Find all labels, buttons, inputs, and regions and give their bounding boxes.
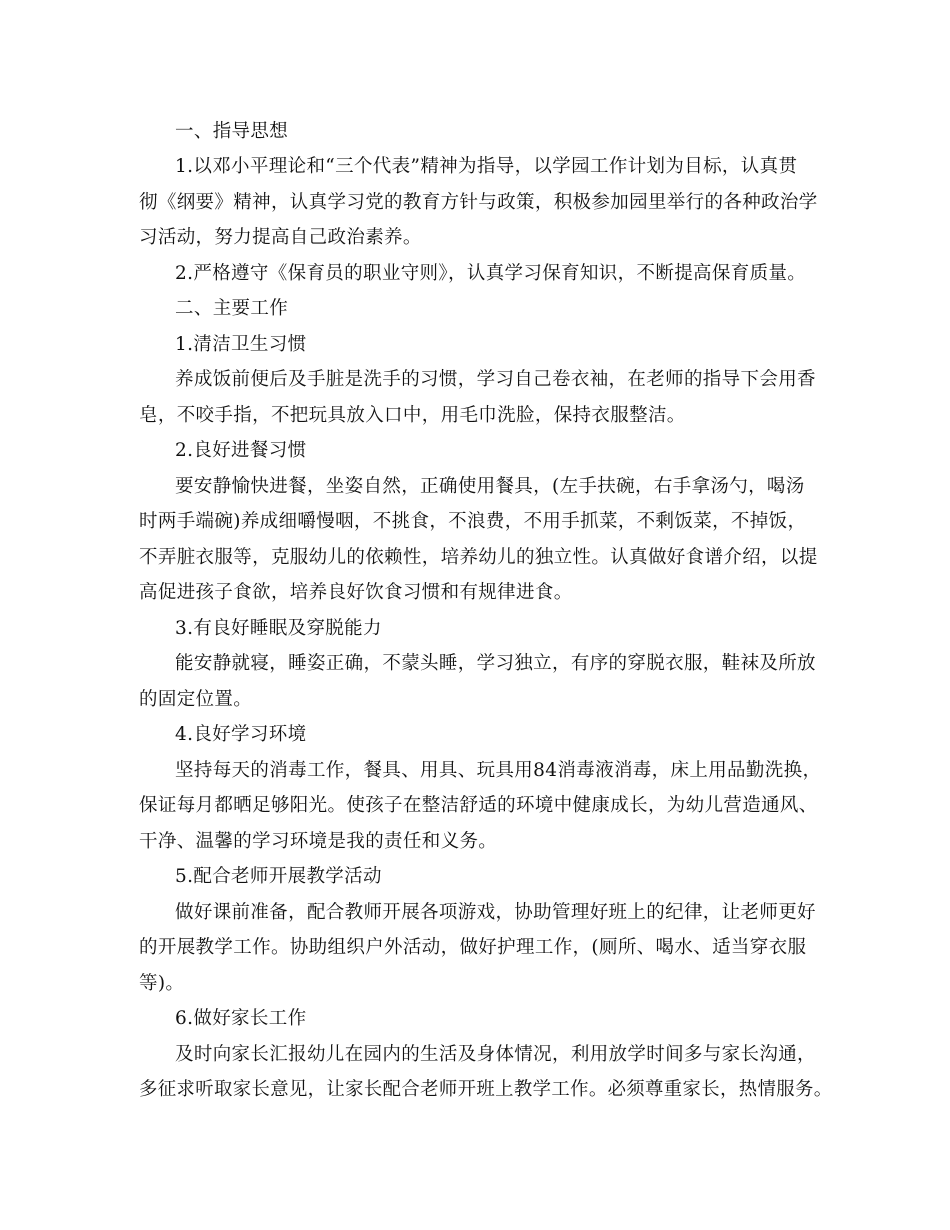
paragraph-line: 2.严格遵守《保育员的职业守则》，认真学习保育知识，不断提高保育质量。: [175, 263, 807, 284]
section-heading-guiding-thought: 一、指导思想: [175, 121, 289, 142]
subheading: 1.清洁卫生习惯: [175, 334, 307, 355]
paragraph-line: 干净、温馨的学习环境是我的责任和义务。: [139, 831, 498, 852]
paragraph-line: 高促进孩子食欲，培养良好饮食习惯和有规律进食。: [139, 582, 573, 603]
paragraph-line: 做好课前准备，配合教师开展各项游戏，协助管理好班上的纪律，让老师更好: [175, 902, 816, 923]
subheading: 2.良好进餐习惯: [175, 440, 307, 461]
paragraph-line: 皂，不咬手指，不把玩具放入口中，用毛巾洗脸，保持衣服整洁。: [139, 405, 686, 426]
paragraph-line: 养成饭前便后及手脏是洗手的习惯，学习自己卷衣袖，在老师的指导下会用香: [175, 369, 816, 390]
paragraph-line: 不弄脏衣服等，克服幼儿的依赖性，培养幼儿的独立性。认真做好食谱介绍，以提: [139, 547, 818, 568]
section-heading-main-work: 二、主要工作: [175, 298, 289, 319]
subheading: 6.做好家长工作: [175, 1008, 307, 1029]
paragraph-line: 的固定位置。: [139, 689, 253, 710]
paragraph-line: 要安静愉快进餐，坐姿自然，正确使用餐具，(左手扶碗，右手拿汤勺，喝汤: [175, 476, 805, 497]
paragraph-line: 习活动，努力提高自己政治素养。: [139, 227, 422, 248]
paragraph-line: 多征求听取家长意见，让家长配合老师开班上教学工作。必须尊重家长，热情服务。: [139, 1079, 833, 1100]
subheading: 4.良好学习环境: [175, 724, 307, 745]
paragraph-line: 彻《纲要》精神，认真学习党的教育方针与政策，积极参加园里举行的各种政治学: [139, 192, 818, 213]
paragraph-line: 时两手端碗)养成细嚼慢咽，不挑食，不浪费，不用手抓菜，不剩饭菜，不掉饭，: [139, 511, 807, 532]
subheading: 5.配合老师开展教学活动: [175, 866, 382, 887]
paragraph-line: 坚持每天的消毒工作，餐具、用具、玩具用84消毒液消毒，床上用品勤洗换，: [175, 760, 822, 781]
paragraph-line: 的开展教学工作。协助组织户外活动，做好护理工作，(厕所、喝水、适当穿衣服: [139, 937, 807, 958]
subheading: 3.有良好睡眠及穿脱能力: [175, 618, 382, 639]
paragraph-line: 等)。: [139, 973, 185, 994]
paragraph-line: 及时向家长汇报幼儿在园内的生活及身体情况，利用放学时间多与家长沟通，: [175, 1044, 816, 1065]
paragraph-line: 能安静就寝，睡姿正确，不蒙头睡，学习独立，有序的穿脱衣服，鞋袜及所放: [175, 653, 816, 674]
paragraph-line: 1.以邓小平理论和“三个代表”精神为指导，以学园工作计划为目标，认真贯: [175, 156, 798, 177]
paragraph-line: 保证每月都晒足够阳光。使孩子在整洁舒适的环境中健康成长，为幼儿营造通风、: [139, 795, 818, 816]
